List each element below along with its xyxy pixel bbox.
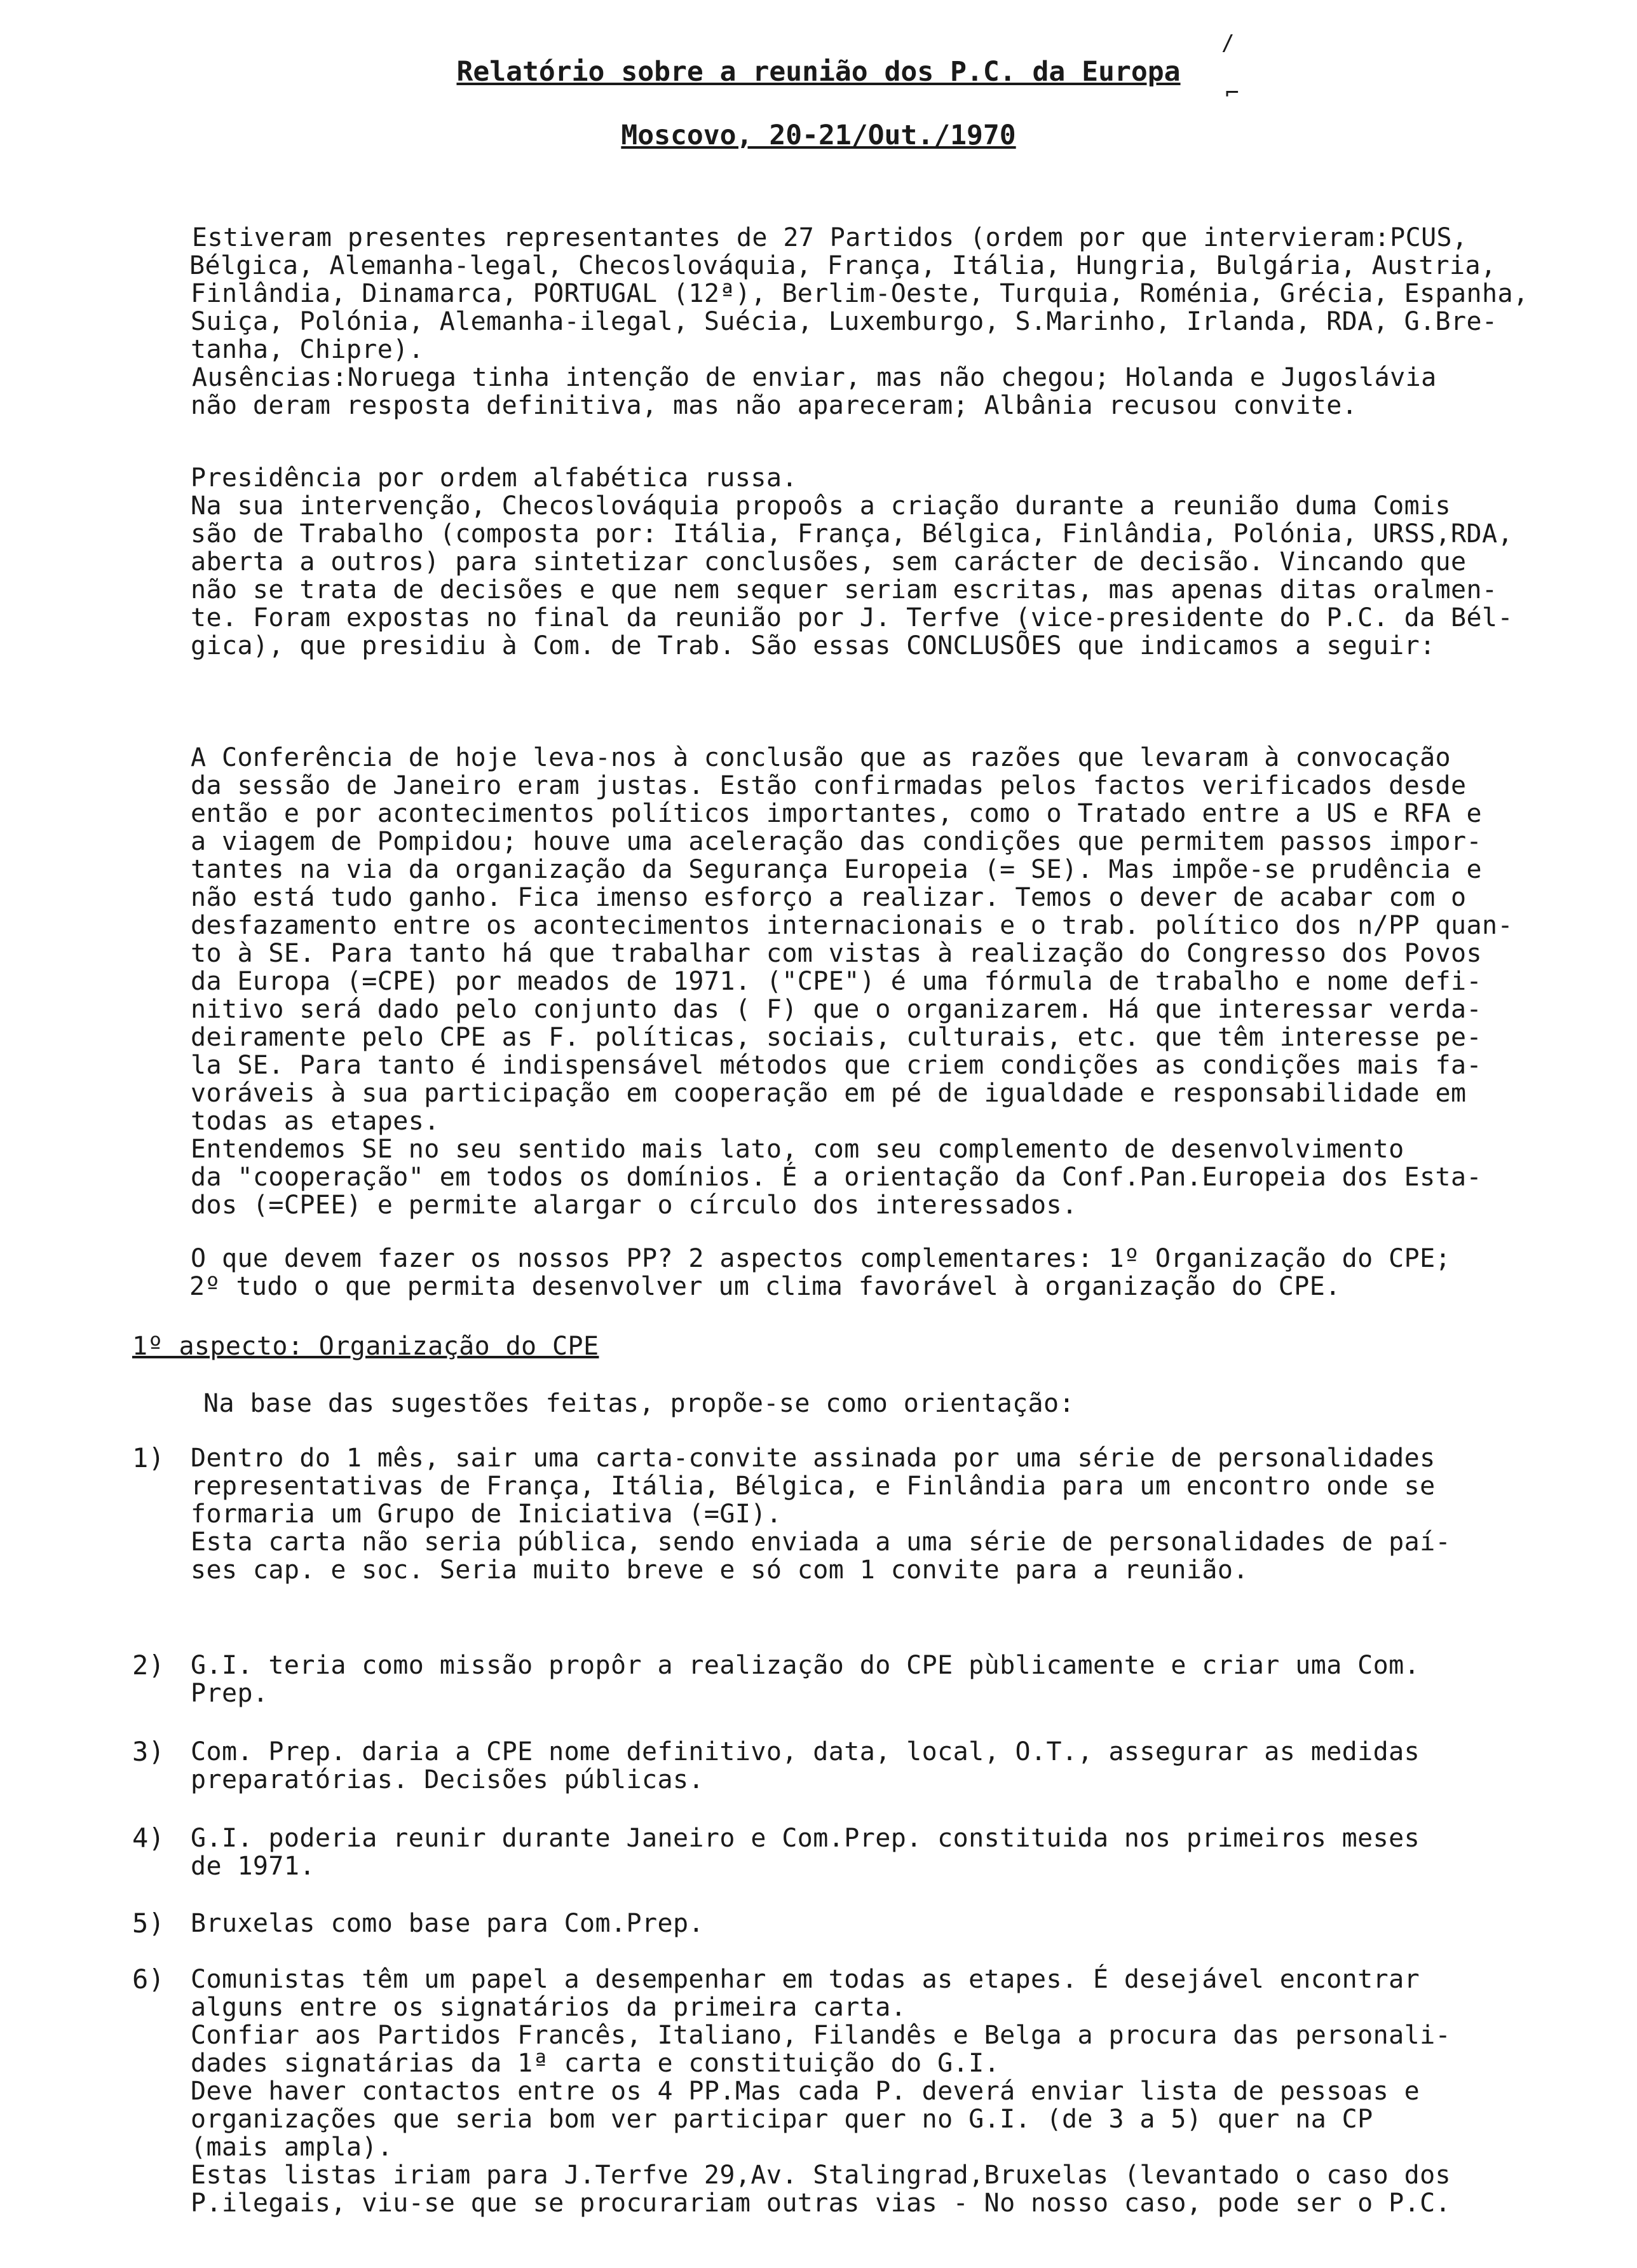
conference-line: da "cooperação" em todos os domínios. É a orientação da Conf.Pan.Europeia dos Esta- — [191, 1163, 1483, 1192]
list-item-line: formaria um Grupo de Iniciativa (=GI). — [191, 1499, 782, 1529]
list-item-line: Deve haver contactos entre os 4 PP.Mas cada P. deverá enviar lista de pessoas e — [191, 2077, 1420, 2106]
conference-line: to à SE. Para tanto há que trabalhar com vistas à realização do Congresso dos Povos — [191, 939, 1483, 968]
conference-line: la SE. Para tanto é indispensável métodos que criem condições as condições mais fa- — [191, 1051, 1483, 1080]
conference-line: voráveis à sua participação em cooperação em pé de igualdade e responsabilidade em — [191, 1079, 1467, 1108]
list-item-line: organizações que seria bom ver participar quer no G.I. (de 3 a 5) quer na CP — [191, 2105, 1373, 2134]
list-item — [132, 1442, 1557, 1585]
conference-line: da sessão de Janeiro eram justas. Estão confirmadas pelos factos verificados desde — [191, 771, 1467, 800]
list-item-line: G.I. teria como missão propôr a realização do CPE pùblicamente e criar uma Com. — [191, 1651, 1420, 1680]
list-item-line: G.I. poderia reunir durante Janeiro e Com.Prep. constituida nos primeiros meses — [191, 1824, 1420, 1853]
conference-line: a viagem de Pompidou; houve uma aceleração das condições que permitem passos impor- — [191, 827, 1483, 856]
presidency-line: te. Foram expostas no final da reunião por J. Terfve (vice-presidente do P.C. da Bél- — [191, 603, 1513, 632]
list-item-line: P.ilegais, viu-se que se procurariam outras vias - No nosso caso, pode ser o P.C. — [191, 2189, 1451, 2218]
list-item-line: representativas de França, Itália, Bélgica, e Finlândia para um encontro onde se — [191, 1472, 1436, 1501]
list-item-line: (mais ampla). — [191, 2133, 393, 2162]
intro-line: Suiça, Polónia, Alemanha-ilegal, Suécia, Luxemburgo, S.Marinho, Irlanda, RDA, G.Bre- — [191, 307, 1498, 336]
presidency-line: Na sua intervenção, Checoslováquia propoôs a criação durante a reunião duma Comis — [191, 491, 1451, 521]
list-item-number: 3) — [132, 1736, 165, 1767]
conference-line: Entendemos SE no seu sentido mais lato, com seu complemento de desenvolvimento — [191, 1135, 1404, 1164]
list-item-number: 6) — [132, 1964, 165, 1995]
absences-line: Ausências:Noruega tinha intenção de enviar, mas não chegou; Holanda e Jugoslávia — [192, 363, 1437, 392]
document-subtitle: Moscovo, 20-21/Out./1970 — [621, 120, 1016, 151]
conference-line: então e por acontecimentos políticos importantes, como o Tratado entre a US e RFA e — [191, 799, 1483, 828]
list-item-line: ses cap. e soc. Seria muito breve e só com 1 convite para a reunião. — [191, 1555, 1249, 1585]
aspects-line: O que devem fazer os nossos PP? 2 aspectos complementares: 1º Organização do CPE; — [191, 1244, 1451, 1273]
list-item-line: preparatórias. Decisões públicas. — [191, 1765, 704, 1794]
absences-line: não deram resposta definitiva, mas não apareceram; Albânia recusou convite. — [191, 391, 1358, 420]
intro-line: Bélgica, Alemanha-legal, Checoslováquia, França, Itália, Hungria, Bulgária, Austria, — [189, 251, 1497, 280]
list-item-line: dades signatárias da 1ª carta e constituição do G.I. — [191, 2049, 1000, 2078]
list-item-line: Dentro do 1 mês, sair uma carta-convite assinada por uma série de personalidades — [191, 1444, 1436, 1473]
conference-line: deiramente pelo CPE as F. políticas, sociais, culturais, etc. que têm interesse pe- — [191, 1023, 1483, 1052]
list-item-line: alguns entre os signatários da primeira carta. — [191, 1993, 907, 2022]
intro-paragraph — [191, 224, 1528, 420]
presidency-paragraph — [191, 464, 1513, 660]
list-item — [132, 1650, 1557, 1708]
section-intro: Na base das sugestões feitas, propõe-se como orientação: — [203, 1389, 1075, 1418]
conference-line: A Conferência de hoje leva-nos à conclusão que as razões que levaram à convocação — [191, 743, 1451, 772]
list-item-number: 5) — [132, 1908, 165, 1939]
conference-line: tantes na via da organização da Segurança Europeia (= SE). Mas impõe-se prudência e — [191, 855, 1483, 884]
conference-line: da Europa (=CPE) por meados de 1971. ("CPE") é uma fórmula de trabalho e nome defi- — [191, 967, 1483, 996]
list-item — [132, 1964, 1557, 2218]
list-item-number: 4) — [132, 1822, 165, 1854]
document-title: Relatório sobre a reunião dos P.C. da Europa — [456, 56, 1181, 88]
list-item-line: Com. Prep. daria a CPE nome definitivo, data, local, O.T., assegurar as medidas — [191, 1737, 1420, 1766]
list-item-line: Estas listas iriam para J.Terfve 29,Av. Stalingrad,Bruxelas (levantado o caso dos — [191, 2161, 1451, 2190]
presidency-line: Presidência por ordem alfabética russa. — [191, 463, 798, 493]
aspects-line: 2º tudo o que permita desenvolver um clima favorável à organização do CPE. — [189, 1272, 1341, 1301]
margin-mark-2: ⌐ — [1225, 80, 1239, 106]
conference-paragraph — [191, 744, 1513, 1219]
intro-line: Finlândia, Dinamarca, PORTUGAL (12ª), Berlim-Oeste, Turquia, Roménia, Grécia, Espanha, — [191, 279, 1529, 308]
presidency-line: são de Trabalho (composta por: Itália, França, Bélgica, Finlândia, Polónia, URSS,RDA, — [191, 519, 1513, 549]
list-item — [132, 1736, 1557, 1794]
list-item-line: Comunistas têm um papel a desempenhar em todas as etapes. É desejável encontrar — [191, 1965, 1420, 1994]
presidency-line: não se trata de decisões e que nem sequer seriam escritas, mas apenas ditas oralmen- — [191, 575, 1498, 605]
list-item-line: Prep. — [191, 1679, 269, 1708]
list-item-line: de 1971. — [191, 1852, 315, 1881]
list-item-line: Confiar aos Partidos Francês, Italiano, Filandês e Belga a procura das personali- — [191, 2021, 1451, 2050]
conference-line: não está tudo ganho. Fica imenso esforço a realizar. Temos o dever de acabar com o — [191, 883, 1467, 912]
presidency-line: gica), que presidiu à Com. de Trab. São essas CONCLUSÕES que indicamos a seguir: — [191, 631, 1436, 660]
intro-line: tanha, Chipre). — [191, 335, 425, 364]
section-heading: 1º aspecto: Organização do CPE — [132, 1332, 599, 1361]
presidency-line: aberta a outros) para sintetizar conclusões, sem carácter de decisão. Vincando que — [191, 547, 1467, 577]
conference-line: desfazamento entre os acontecimentos internacionais e o trab. político dos n/PP quan- — [191, 911, 1513, 940]
list-item — [132, 1908, 1557, 1939]
list-item-number: 2) — [132, 1650, 165, 1681]
aspects-paragraph — [191, 1245, 1451, 1301]
margin-mark: / — [1221, 31, 1235, 56]
conference-line: dos (=CPEE) e permite alargar o círculo dos interessados. — [191, 1191, 1078, 1220]
list-item-line: Esta carta não seria pública, sendo enviada a uma série de personalidades de paí- — [191, 1527, 1451, 1557]
intro-line: Estiveram presentes representantes de 27 Partidos (ordem por que intervieram:PCUS, — [192, 223, 1468, 252]
list-item — [132, 1822, 1557, 1881]
conference-line: todas as etapes. — [191, 1107, 440, 1136]
list-item-number: 1) — [132, 1442, 165, 1473]
conference-line: nitivo será dado pelo conjunto das ( F) que o organizarem. Há que interessar verda- — [191, 995, 1483, 1024]
list-item-line: Bruxelas como base para Com.Prep. — [191, 1909, 704, 1938]
